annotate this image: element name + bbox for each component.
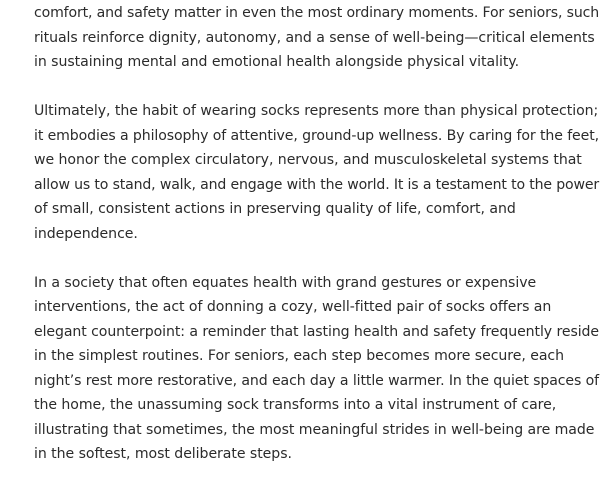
- text-line: allow us to stand, walk, and engage with the world. It is a testament to the power: [34, 176, 599, 193]
- text-line: we honor the complex circulatory, nervous, and musculoskeletal systems that: [34, 152, 582, 168]
- text-line: In a society that often equates health with grand gestures or expensive: [34, 274, 537, 291]
- paragraph-2: [34, 99, 599, 246]
- text-line: elegant counterpoint: a reminder that lasting health and safety frequently reside: [34, 323, 599, 340]
- text-line: Ultimately, the habit of wearing socks represents more than physical protection;: [34, 103, 599, 119]
- text-line: comfort, and safety matter in even the most ordinary moments. For seniors, such: [34, 5, 599, 21]
- paragraph-1: [34, 1, 599, 75]
- text-line: rituals reinforce dignity, autonomy, and a sense of well-being—critical elements: [34, 29, 595, 46]
- text-line: interventions, the act of donning a cozy, well-fitted pair of socks offers an: [34, 299, 552, 315]
- text-line: illustrating that sometimes, the most meaningful strides in well-being are made: [34, 421, 595, 438]
- text-line: it embodies a philosophy of attentive, ground-up wellness. By caring for the feet,: [34, 127, 599, 144]
- text-line: of small, consistent actions in preserving quality of life, comfort, and: [34, 201, 516, 217]
- text-line: in sustaining mental and emotional health alongside physical vitality.: [34, 54, 520, 70]
- text-line: the home, the unassuming sock transforms into a vital instrument of care,: [34, 397, 557, 413]
- article-body: [34, 0, 599, 491]
- text-line: night’s rest more restorative, and each day a little warmer. In the quiet spaces of: [34, 372, 599, 389]
- text-line: in the softest, most deliberate steps.: [34, 446, 292, 462]
- text-line: in the simplest routines. For seniors, each step becomes more secure, each: [34, 348, 565, 364]
- paragraph-3: [34, 271, 599, 467]
- text-line: independence.: [34, 225, 138, 242]
